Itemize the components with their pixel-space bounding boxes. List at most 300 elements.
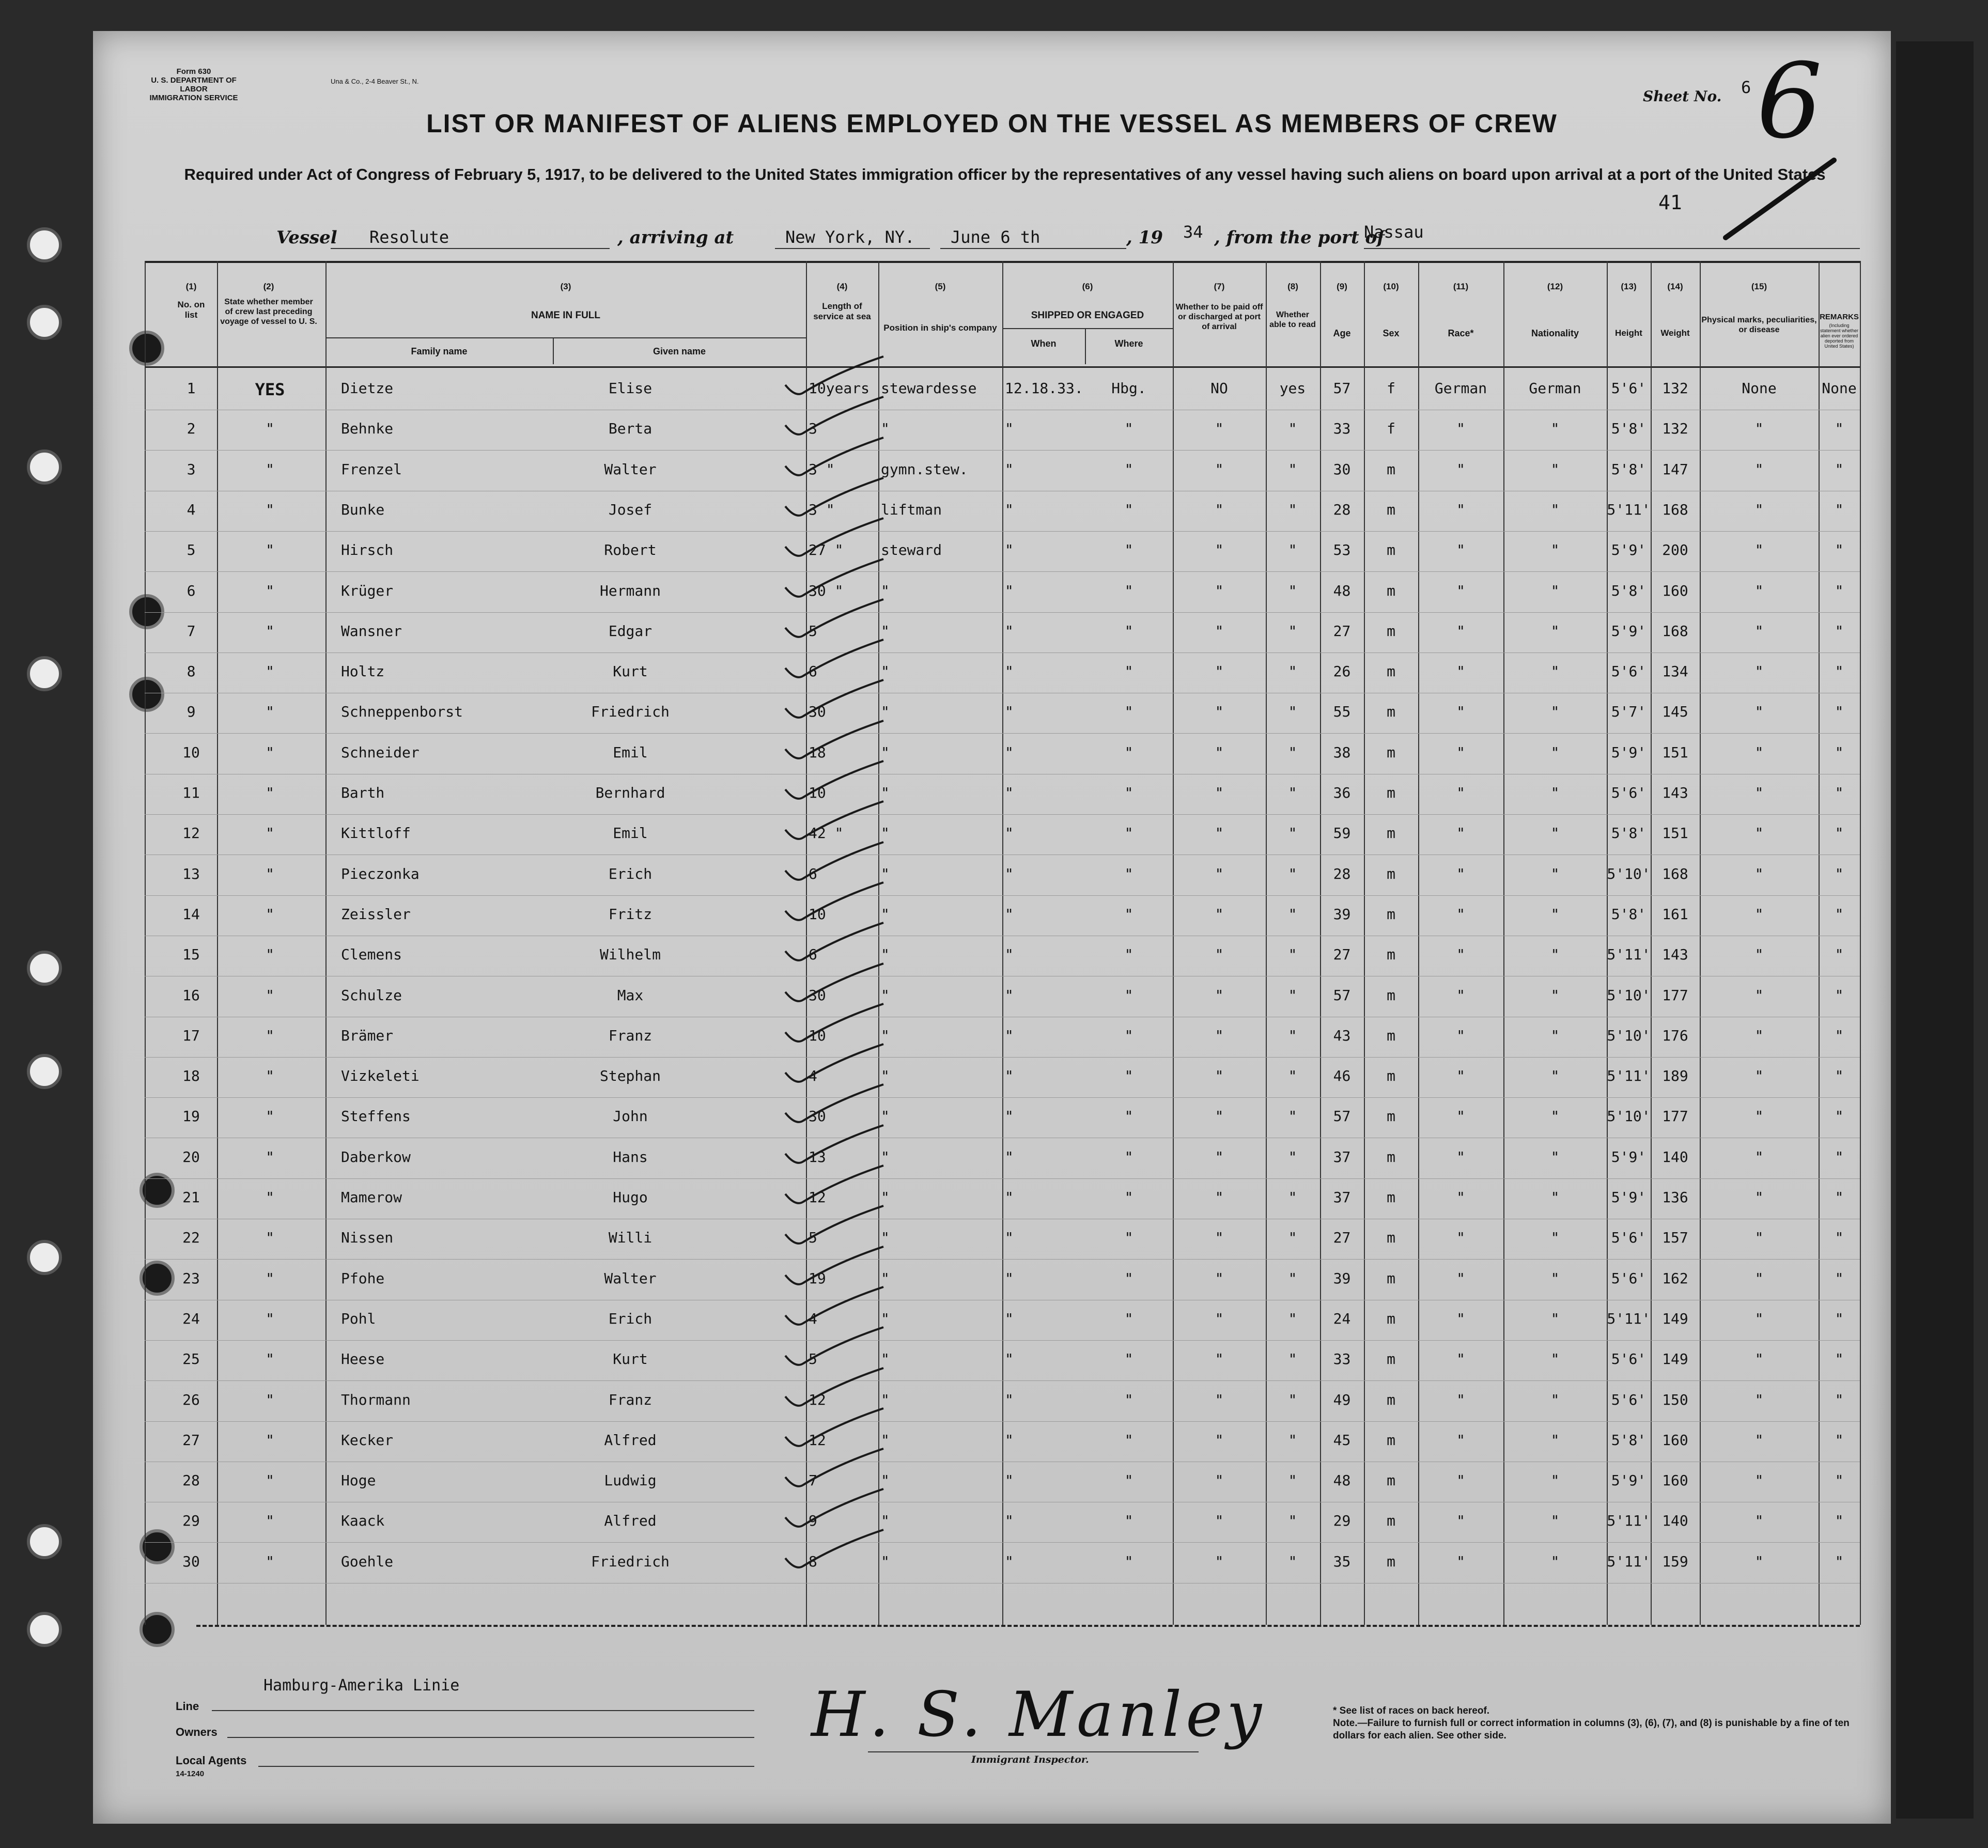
cell-service: 13: [809, 1148, 826, 1166]
cell-paid: ": [1215, 1552, 1224, 1570]
cell-paid: ": [1215, 703, 1224, 721]
cell-remarks: ": [1835, 501, 1844, 518]
cell-when: ": [1005, 1108, 1014, 1125]
header-race: Race*: [1448, 328, 1474, 338]
cell-service: 3 ": [809, 501, 835, 518]
cell-read: ": [1288, 1391, 1297, 1408]
col-num-5: (5): [935, 282, 946, 291]
cell-service: 5: [809, 1350, 817, 1368]
cell-age: 39: [1333, 905, 1351, 923]
table-row: [145, 1260, 1860, 1300]
cell-read: ": [1288, 1431, 1297, 1449]
cell-sex: f: [1387, 380, 1395, 397]
cell-where: ": [1124, 946, 1133, 964]
header-remarks-note: (Including statement whether alien ever ordered deported from United States): [1820, 323, 1859, 349]
cell-no: 6: [187, 582, 196, 599]
cell-age: 33: [1333, 420, 1351, 438]
vessel-name: Resolute: [369, 227, 449, 247]
checkmark-icon: [780, 758, 894, 805]
cell-position: ": [881, 1552, 890, 1570]
cell-position: ": [881, 986, 890, 1004]
cell-nat: ": [1550, 986, 1560, 1004]
cell-paid: ": [1215, 1350, 1224, 1368]
binder-hole: [27, 227, 62, 262]
cell-given: Franz: [608, 1391, 653, 1408]
cell-when: ": [1005, 1310, 1014, 1327]
cell-service: 10: [809, 1027, 826, 1044]
cell-service: 6: [809, 946, 817, 964]
cell-race: German: [1434, 380, 1487, 397]
cell-weight: 177: [1662, 1108, 1688, 1125]
cell-paid: ": [1215, 825, 1224, 842]
cell-family: Nissen: [341, 1229, 394, 1247]
cell-family: Steffens: [341, 1108, 411, 1125]
cell-sex: m: [1387, 1108, 1395, 1125]
cell-nat: ": [1550, 1229, 1560, 1247]
cell-height: 5'8': [1611, 1431, 1647, 1449]
cell-given: Friedrich: [591, 703, 670, 721]
checkmark-icon: [780, 1123, 894, 1169]
checkmark-icon: [780, 1163, 894, 1209]
cell-age: 57: [1333, 986, 1351, 1004]
cell-service: 10years: [809, 380, 870, 397]
cell-service: 6: [809, 663, 817, 680]
cell-height: 5'6': [1611, 380, 1647, 397]
cell-sex: m: [1387, 865, 1395, 882]
binder-hole: [27, 1524, 62, 1559]
cell-weight: 160: [1662, 1472, 1688, 1489]
cell-read: ": [1288, 1027, 1297, 1044]
cell-height: 5'11': [1607, 1512, 1651, 1530]
cell-family: Pfohe: [341, 1269, 385, 1287]
cell-remarks: ": [1835, 784, 1844, 801]
cell-height: 5'6': [1611, 663, 1647, 680]
col-num-8: (8): [1287, 282, 1298, 291]
cell-weight: 136: [1662, 1189, 1688, 1206]
table-row: [145, 1057, 1860, 1098]
cell-service: 12: [809, 1189, 826, 1206]
cell-family: Clemens: [341, 946, 402, 964]
cell-where: ": [1124, 622, 1133, 640]
cell-family: Goehle: [341, 1552, 394, 1570]
cell-service: 30 ": [809, 582, 844, 599]
cell-remarks: ": [1835, 663, 1844, 680]
col-num-10: (10): [1383, 282, 1399, 291]
cell-position: ": [881, 1027, 890, 1044]
cell-position: ": [881, 1350, 890, 1368]
cell-prev: ": [266, 865, 274, 882]
cell-weight: 140: [1662, 1148, 1688, 1166]
cell-family: Brämer: [341, 1027, 394, 1044]
cell-service: 42 ": [809, 825, 844, 842]
cell-age: 46: [1333, 1067, 1351, 1085]
cell-service: 6: [809, 865, 817, 882]
table-row: [145, 895, 1860, 936]
binder-hole: [27, 951, 62, 986]
cell-height: 5'6': [1611, 1229, 1647, 1247]
cell-no: 23: [182, 1269, 200, 1287]
cell-prev: ": [266, 541, 274, 559]
cell-where: ": [1124, 1472, 1133, 1489]
table-row: [145, 1462, 1860, 1502]
cell-marks: ": [1754, 784, 1764, 801]
table-row: [145, 451, 1860, 491]
vessel-label: Vessel: [276, 227, 337, 248]
cell-where: ": [1124, 501, 1133, 518]
cell-sex: m: [1387, 1552, 1395, 1570]
cell-family: Kaack: [341, 1512, 385, 1530]
cell-where: ": [1124, 986, 1133, 1004]
cell-age: 37: [1333, 1189, 1351, 1206]
cell-marks: ": [1754, 1512, 1764, 1530]
cell-age: 35: [1333, 1552, 1351, 1570]
cell-sex: m: [1387, 784, 1395, 801]
header-length-of-service: Length of service at sea: [813, 301, 871, 321]
cell-service: 12: [809, 1431, 826, 1449]
cell-prev: YES: [255, 380, 285, 399]
cell-marks: ": [1754, 1431, 1764, 1449]
cell-height: 5'10': [1607, 986, 1651, 1004]
cell-where: ": [1124, 1269, 1133, 1287]
cell-where: ": [1124, 1067, 1133, 1085]
cell-prev: ": [266, 1229, 274, 1247]
cell-where: ": [1124, 1189, 1133, 1206]
cell-prev: ": [266, 1067, 274, 1085]
cell-nat: ": [1550, 1310, 1560, 1327]
cell-remarks: ": [1835, 1067, 1844, 1085]
cell-position: ": [881, 743, 890, 761]
header-physical-marks: Physical marks, peculiarities, or disease: [1701, 316, 1817, 334]
cell-marks: ": [1754, 1269, 1764, 1287]
checkmark-icon: [780, 354, 894, 400]
header-name-in-full: NAME IN FULL: [531, 310, 601, 321]
table-row: [145, 1381, 1860, 1422]
cell-sex: f: [1387, 420, 1395, 438]
cell-paid: ": [1215, 1512, 1224, 1530]
table-row: [145, 734, 1860, 774]
table-row: [145, 491, 1860, 532]
cell-no: 15: [182, 946, 200, 964]
cell-nat: ": [1550, 743, 1560, 761]
cell-height: 5'8': [1611, 420, 1647, 438]
cell-paid: ": [1215, 1148, 1224, 1166]
cell-sex: m: [1387, 1067, 1395, 1085]
cell-read: ": [1288, 1512, 1297, 1530]
table-row: [145, 855, 1860, 896]
cell-read: ": [1288, 1108, 1297, 1125]
sheet-number-label: Sheet No.: [1643, 88, 1722, 105]
cell-read: ": [1288, 663, 1297, 680]
cell-family: Wansner: [341, 622, 402, 640]
cell-paid: ": [1215, 986, 1224, 1004]
cell-marks: ": [1754, 460, 1764, 478]
cell-height: 5'9': [1611, 743, 1647, 761]
cell-nat: German: [1529, 380, 1581, 397]
cell-where: ": [1124, 1108, 1133, 1125]
side-number: 41: [1658, 191, 1682, 214]
cell-read: ": [1288, 582, 1297, 599]
cell-height: 5'10': [1607, 1108, 1651, 1125]
cell-given: Alfred: [604, 1512, 657, 1530]
cell-when: ": [1005, 420, 1014, 438]
cell-nat: ": [1550, 501, 1560, 518]
cell-remarks: ": [1835, 1148, 1844, 1166]
service-name: IMMIGRATION SERVICE: [149, 94, 238, 102]
cell-prev: ": [266, 582, 274, 599]
pen-stroke: [1720, 155, 1839, 243]
cell-service: 5: [809, 1229, 817, 1247]
cell-weight: 150: [1662, 1391, 1688, 1408]
checkmark-icon: [780, 920, 894, 967]
cell-read: ": [1288, 541, 1297, 559]
cell-age: 49: [1333, 1391, 1351, 1408]
cell-position: ": [881, 825, 890, 842]
header-paid-off: Whether to be paid off or discharged at port of arrival: [1175, 303, 1263, 331]
cell-remarks: ": [1835, 420, 1844, 438]
cell-weight: 145: [1662, 703, 1688, 721]
header-height: Height: [1615, 328, 1642, 338]
cell-when: ": [1005, 501, 1014, 518]
cell-nat: ": [1550, 946, 1560, 964]
cell-height: 5'9': [1611, 1189, 1647, 1206]
sheet-handwritten-mark: 6: [1757, 41, 1823, 162]
cell-sex: m: [1387, 541, 1395, 559]
cell-service: 4: [809, 1310, 817, 1327]
table-row: [145, 1543, 1860, 1583]
cell-age: 27: [1333, 622, 1351, 640]
cell-race: ": [1456, 1431, 1465, 1449]
cell-where: ": [1124, 541, 1133, 559]
cell-marks: ": [1754, 743, 1764, 761]
cell-age: 48: [1333, 582, 1351, 599]
cell-when: ": [1005, 582, 1014, 599]
cell-height: 5'9': [1611, 622, 1647, 640]
cell-age: 24: [1333, 1310, 1351, 1327]
cell-given: Walter: [604, 460, 657, 478]
cell-service: 18: [809, 743, 826, 761]
cell-family: Schneppenborst: [341, 703, 463, 721]
cell-service: 9: [809, 1512, 817, 1530]
cell-race: ": [1456, 865, 1465, 882]
cell-height: 5'11': [1607, 501, 1651, 518]
table-row: [145, 410, 1860, 451]
cell-height: 5'9': [1611, 541, 1647, 559]
table-row: [145, 976, 1860, 1017]
checkmark-icon: [780, 1486, 894, 1533]
table-row: [145, 369, 1860, 410]
cell-no: 11: [182, 784, 200, 801]
cell-sex: m: [1387, 1229, 1395, 1247]
sheet-number-value: 6: [1741, 77, 1751, 97]
cell-family: Behnke: [341, 420, 394, 438]
cell-marks: ": [1754, 1148, 1764, 1166]
cell-service: 19: [809, 1269, 826, 1287]
cell-sex: m: [1387, 905, 1395, 923]
cell-position: ": [881, 784, 890, 801]
cell-remarks: ": [1835, 1189, 1844, 1206]
cell-read: ": [1288, 1472, 1297, 1489]
cell-nat: ": [1550, 1391, 1560, 1408]
cell-marks: ": [1754, 1067, 1764, 1085]
table-row: [145, 1421, 1860, 1462]
header-family-name: Family name: [411, 346, 468, 356]
cell-position: ": [881, 1391, 890, 1408]
cell-nat: ": [1550, 905, 1560, 923]
cell-race: ": [1456, 663, 1465, 680]
cell-given: Willi: [608, 1229, 653, 1247]
cell-read: ": [1288, 1189, 1297, 1206]
cell-where: ": [1124, 825, 1133, 842]
checkmark-icon: [780, 1365, 894, 1412]
cell-remarks: ": [1835, 622, 1844, 640]
cell-age: 28: [1333, 865, 1351, 882]
checkmark-icon: [780, 597, 894, 643]
cell-race: ": [1456, 1310, 1465, 1327]
cell-when: ": [1005, 1552, 1014, 1570]
cell-race: ": [1456, 986, 1465, 1004]
cell-age: 27: [1333, 1229, 1351, 1247]
cell-weight: 157: [1662, 1229, 1688, 1247]
departure-port: Nassau: [1364, 222, 1424, 242]
cell-weight: 134: [1662, 663, 1688, 680]
cell-paid: ": [1215, 865, 1224, 882]
cell-age: 37: [1333, 1148, 1351, 1166]
cell-height: 5'8': [1611, 905, 1647, 923]
cell-race: ": [1456, 541, 1465, 559]
cell-no: 8: [187, 663, 196, 680]
cell-sex: m: [1387, 1391, 1395, 1408]
cell-position: ": [881, 420, 890, 438]
cell-sex: m: [1387, 1027, 1395, 1044]
cell-given: Stephan: [599, 1067, 661, 1085]
cell-where: ": [1124, 1512, 1133, 1530]
cell-remarks: ": [1835, 1229, 1844, 1247]
cell-remarks: ": [1835, 1391, 1844, 1408]
cell-remarks: ": [1835, 743, 1844, 761]
cell-nat: ": [1550, 1472, 1560, 1489]
cell-height: 5'11': [1607, 1552, 1651, 1570]
cell-no: 21: [182, 1189, 200, 1206]
header-weight: Weight: [1660, 328, 1690, 338]
col-num-13: (13): [1621, 282, 1637, 291]
cell-when: ": [1005, 1472, 1014, 1489]
cell-read: ": [1288, 1310, 1297, 1327]
cell-family: Vizkeleti: [341, 1067, 420, 1085]
cell-given: Franz: [608, 1027, 653, 1044]
cell-remarks: ": [1835, 1431, 1844, 1449]
table-row: [145, 936, 1860, 976]
cell-age: 57: [1333, 380, 1351, 397]
cell-race: ": [1456, 1189, 1465, 1206]
cell-remarks: ": [1835, 582, 1844, 599]
cell-where: ": [1124, 1310, 1133, 1327]
cell-marks: ": [1754, 865, 1764, 882]
cell-age: 36: [1333, 784, 1351, 801]
cell-remarks: ": [1835, 946, 1844, 964]
page-title: LIST OR MANIFEST OF ALIENS EMPLOYED ON THE VESSEL AS MEMBERS OF CREW: [426, 109, 1558, 138]
cell-race: ": [1456, 1391, 1465, 1408]
cell-sex: m: [1387, 1148, 1395, 1166]
cell-when: ": [1005, 1027, 1014, 1044]
cell-read: ": [1288, 784, 1297, 801]
col-num-1: (1): [185, 282, 197, 291]
cell-given: Emil: [613, 825, 648, 842]
local-agents-label: Local Agents: [176, 1754, 247, 1767]
cell-position: ": [881, 1431, 890, 1449]
cell-where: ": [1124, 420, 1133, 438]
cell-weight: 151: [1662, 825, 1688, 842]
cell-weight: 160: [1662, 582, 1688, 599]
cell-service: 5: [809, 622, 817, 640]
cell-service: 12: [809, 1391, 826, 1408]
cell-family: Schulze: [341, 986, 402, 1004]
cell-read: ": [1288, 460, 1297, 478]
cell-position: ": [881, 663, 890, 680]
cell-marks: ": [1754, 1310, 1764, 1327]
cell-sex: m: [1387, 460, 1395, 478]
checkmark-icon: [780, 516, 894, 562]
cell-weight: 189: [1662, 1067, 1688, 1085]
cell-no: 4: [187, 501, 196, 518]
cell-paid: ": [1215, 1431, 1224, 1449]
header-given-name: Given name: [653, 346, 706, 356]
header-previous-voyage: State whether member of crew last preceding voyage of vessel to U. S.: [220, 298, 317, 326]
col-num-7: (7): [1214, 282, 1225, 291]
cell-race: ": [1456, 946, 1465, 964]
cell-race: ": [1456, 582, 1465, 599]
cell-prev: ": [266, 784, 274, 801]
checkmark-icon: [780, 880, 894, 926]
cell-where: ": [1124, 1229, 1133, 1247]
col-num-4: (4): [836, 282, 848, 291]
cell-marks: None: [1742, 380, 1777, 397]
cell-family: Daberkow: [341, 1148, 411, 1166]
cell-given: Walter: [604, 1269, 657, 1287]
cell-no: 17: [182, 1027, 200, 1044]
cell-age: 33: [1333, 1350, 1351, 1368]
header-where: Where: [1114, 338, 1143, 349]
cell-position: ": [881, 1108, 890, 1125]
cell-paid: ": [1215, 1108, 1224, 1125]
cell-prev: ": [266, 622, 274, 640]
cell-prev: ": [266, 420, 274, 438]
binder-hole: [27, 656, 62, 691]
cell-height: 5'6': [1611, 1269, 1647, 1287]
cell-height: 5'8': [1611, 825, 1647, 842]
cell-no: 29: [182, 1512, 200, 1530]
cell-remarks: ": [1835, 1350, 1844, 1368]
cell-where: ": [1124, 905, 1133, 923]
cell-prev: ": [266, 946, 274, 964]
cell-no: 2: [187, 420, 196, 438]
cell-height: 5'6': [1611, 1391, 1647, 1408]
cell-service: 3: [809, 420, 817, 438]
cell-when: ": [1005, 703, 1014, 721]
cell-marks: ": [1754, 825, 1764, 842]
cell-family: Schneider: [341, 743, 420, 761]
binder-hole: [27, 1054, 62, 1089]
cell-read: ": [1288, 946, 1297, 964]
col-num-3: (3): [560, 282, 571, 291]
cell-prev: ": [266, 1391, 274, 1408]
cell-no: 18: [182, 1067, 200, 1085]
cell-where: ": [1124, 663, 1133, 680]
cell-remarks: ": [1835, 1269, 1844, 1287]
cell-paid: ": [1215, 1310, 1224, 1327]
table-row: [145, 774, 1860, 815]
cell-given: Max: [617, 986, 644, 1004]
cell-height: 5'8': [1611, 460, 1647, 478]
